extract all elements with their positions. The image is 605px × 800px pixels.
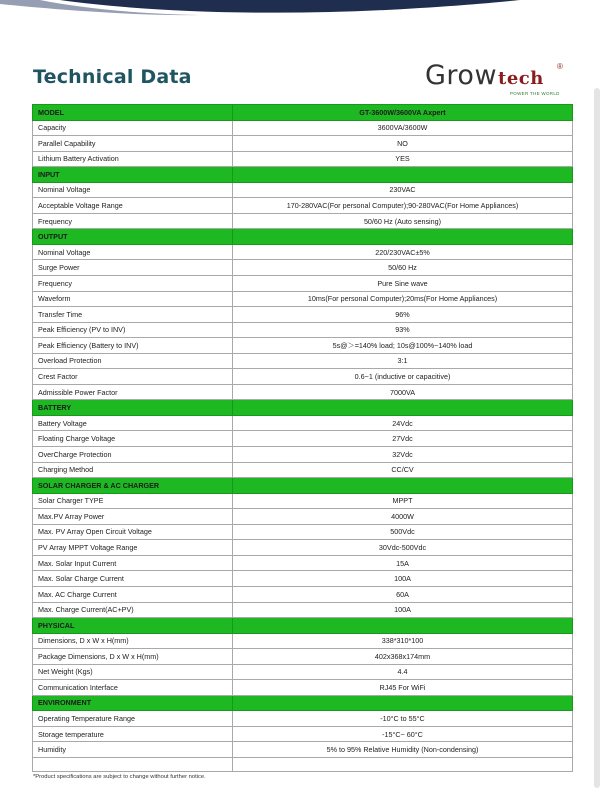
spec-label: Communication Interface <box>33 680 233 696</box>
spec-value: 100A <box>233 571 573 587</box>
blank-row <box>33 757 573 771</box>
spec-label: Max.PV Array Power <box>33 509 233 525</box>
section-value: GT-3600W/3600VA Axpert <box>233 105 573 121</box>
footnote: *Product specifications are subject to change without further notice. <box>33 774 206 780</box>
spec-label: Peak Efficiency (Battery to INV) <box>33 338 233 354</box>
table-row <box>33 447 573 463</box>
spec-value: 30Vdc-500Vdc <box>233 540 573 556</box>
spec-value: 230VAC <box>233 182 573 198</box>
table-row <box>33 384 573 400</box>
spec-label: Transfer Time <box>33 307 233 323</box>
table-row <box>33 711 573 727</box>
spec-value: 32Vdc <box>233 447 573 463</box>
spec-value: 338*310*100 <box>233 633 573 649</box>
table-row <box>33 322 573 338</box>
table-row <box>33 571 573 587</box>
spec-label: Solar Charger TYPE <box>33 493 233 509</box>
section-header-row <box>33 695 573 711</box>
table-row <box>33 338 573 354</box>
spec-label: Max. Solar Charge Current <box>33 571 233 587</box>
spec-label: Storage temperature <box>33 726 233 742</box>
table-row <box>33 136 573 152</box>
spec-label: Lithium Battery Activation <box>33 151 233 167</box>
table-row <box>33 369 573 385</box>
spec-label: Nominal Voltage <box>33 244 233 260</box>
table-row <box>33 353 573 369</box>
table-row <box>33 151 573 167</box>
table-row <box>33 633 573 649</box>
logo-tagline: POWER THE WORLD <box>510 91 560 96</box>
spec-value: MPPT <box>233 493 573 509</box>
spec-value: 3600VA/3600W <box>233 120 573 136</box>
growtech-logo <box>425 60 575 102</box>
logo-main-text: Grow <box>425 60 498 91</box>
spec-label: Max. AC Charge Current <box>33 586 233 602</box>
spec-label <box>33 757 233 771</box>
spec-value: 170-280VAC(For personal Computer);90-280VAC(For Home Appliances) <box>233 198 573 214</box>
spec-value: 4000W <box>233 509 573 525</box>
logo-registered-mark: ® <box>557 62 563 71</box>
spec-value <box>233 757 573 771</box>
spec-value: 93% <box>233 322 573 338</box>
spec-label: Surge Power <box>33 260 233 276</box>
section-header-row <box>33 478 573 494</box>
technical-data-table <box>32 104 573 772</box>
section-title: OUTPUT <box>33 229 233 245</box>
spec-value: 220/230VAC±5% <box>233 244 573 260</box>
spec-value: 5% to 95% Relative Humidity (Non-condensing) <box>233 742 573 758</box>
spec-label: Acceptable Voltage Range <box>33 198 233 214</box>
spec-value: 50/60 Hz <box>233 260 573 276</box>
spec-label: Frequency <box>33 213 233 229</box>
spec-label: Floating Charge Voltage <box>33 431 233 447</box>
spec-label: Dimensions, D x W x H(mm) <box>33 633 233 649</box>
header-swoosh <box>0 0 605 30</box>
spec-value: NO <box>233 136 573 152</box>
page-title: Technical Data <box>33 66 192 88</box>
spec-label: Parallel Capability <box>33 136 233 152</box>
table-row <box>33 555 573 571</box>
spec-label: Max. Charge Current(AC+PV) <box>33 602 233 618</box>
spec-label: Net Weight (Kgs) <box>33 664 233 680</box>
section-value <box>233 400 573 416</box>
spec-value: 24Vdc <box>233 415 573 431</box>
spec-value: 10ms(For personal Computer);20ms(For Home Appliances) <box>233 291 573 307</box>
spec-label: Operating Temperature Range <box>33 711 233 727</box>
table-row <box>33 431 573 447</box>
section-title: MODEL <box>33 105 233 121</box>
section-value <box>233 478 573 494</box>
table-row <box>33 213 573 229</box>
spec-value: 15A <box>233 555 573 571</box>
page-edge-bar <box>594 88 600 788</box>
spec-label: OverCharge Protection <box>33 447 233 463</box>
section-title: INPUT <box>33 167 233 183</box>
table-row <box>33 586 573 602</box>
spec-label: Charging Method <box>33 462 233 478</box>
spec-label: Overload Protection <box>33 353 233 369</box>
spec-label: Capacity <box>33 120 233 136</box>
spec-label: Humidity <box>33 742 233 758</box>
spec-value: RJ45 For WiFi <box>233 680 573 696</box>
spec-label: Waveform <box>33 291 233 307</box>
spec-value: 50/60 Hz (Auto sensing) <box>233 213 573 229</box>
spec-value: 7000VA <box>233 384 573 400</box>
table-row <box>33 726 573 742</box>
spec-label: Crest Factor <box>33 369 233 385</box>
spec-value: Pure Sine wave <box>233 276 573 292</box>
section-value <box>233 167 573 183</box>
spec-value: 96% <box>233 307 573 323</box>
spec-value: 5s@＞=140% load; 10s@100%~140% load <box>233 338 573 354</box>
spec-label: Max. Solar Input Current <box>33 555 233 571</box>
table-row <box>33 291 573 307</box>
table-row <box>33 524 573 540</box>
spec-value: 27Vdc <box>233 431 573 447</box>
spec-label: Peak Efficiency (PV to INV) <box>33 322 233 338</box>
section-value <box>233 695 573 711</box>
table-row <box>33 415 573 431</box>
table-row <box>33 680 573 696</box>
logo-accent-text: tech <box>498 68 544 89</box>
table-row <box>33 462 573 478</box>
section-value <box>233 618 573 634</box>
spec-value: CC/CV <box>233 462 573 478</box>
spec-value: 100A <box>233 602 573 618</box>
section-header-row <box>33 400 573 416</box>
table-row <box>33 260 573 276</box>
section-title: SOLAR CHARGER & AC CHARGER <box>33 478 233 494</box>
spec-value: 3:1 <box>233 353 573 369</box>
table-row <box>33 198 573 214</box>
table-row <box>33 120 573 136</box>
section-title: BATTERY <box>33 400 233 416</box>
spec-value: 500Vdc <box>233 524 573 540</box>
section-header-row <box>33 229 573 245</box>
spec-label: Nominal Voltage <box>33 182 233 198</box>
table-row <box>33 602 573 618</box>
table-row <box>33 307 573 323</box>
spec-label: Frequency <box>33 276 233 292</box>
section-header-row <box>33 618 573 634</box>
table-row <box>33 493 573 509</box>
spec-value: -10°C to 55°C <box>233 711 573 727</box>
spec-label: Admissible Power Factor <box>33 384 233 400</box>
table-row <box>33 742 573 758</box>
table-row <box>33 276 573 292</box>
table-row <box>33 649 573 665</box>
spec-value: 60A <box>233 586 573 602</box>
spec-label: Battery Voltage <box>33 415 233 431</box>
table-row <box>33 509 573 525</box>
spec-value: 4.4 <box>233 664 573 680</box>
spec-label: Package Dimensions, D x W x H(mm) <box>33 649 233 665</box>
section-header-row <box>33 167 573 183</box>
section-title: PHYSICAL <box>33 618 233 634</box>
spec-value: 402x368x174mm <box>233 649 573 665</box>
table-row <box>33 664 573 680</box>
spec-value: YES <box>233 151 573 167</box>
spec-value: -15°C~ 60°C <box>233 726 573 742</box>
spec-label: Max. PV Array Open Circuit Voltage <box>33 524 233 540</box>
section-header-row <box>33 105 573 121</box>
spec-label: PV Array MPPT Voltage Range <box>33 540 233 556</box>
table-row <box>33 540 573 556</box>
table-row <box>33 244 573 260</box>
spec-value: 0.6~1 (inductive or capacitive) <box>233 369 573 385</box>
table-row <box>33 182 573 198</box>
section-title: ENVIRONMENT <box>33 695 233 711</box>
section-value <box>233 229 573 245</box>
